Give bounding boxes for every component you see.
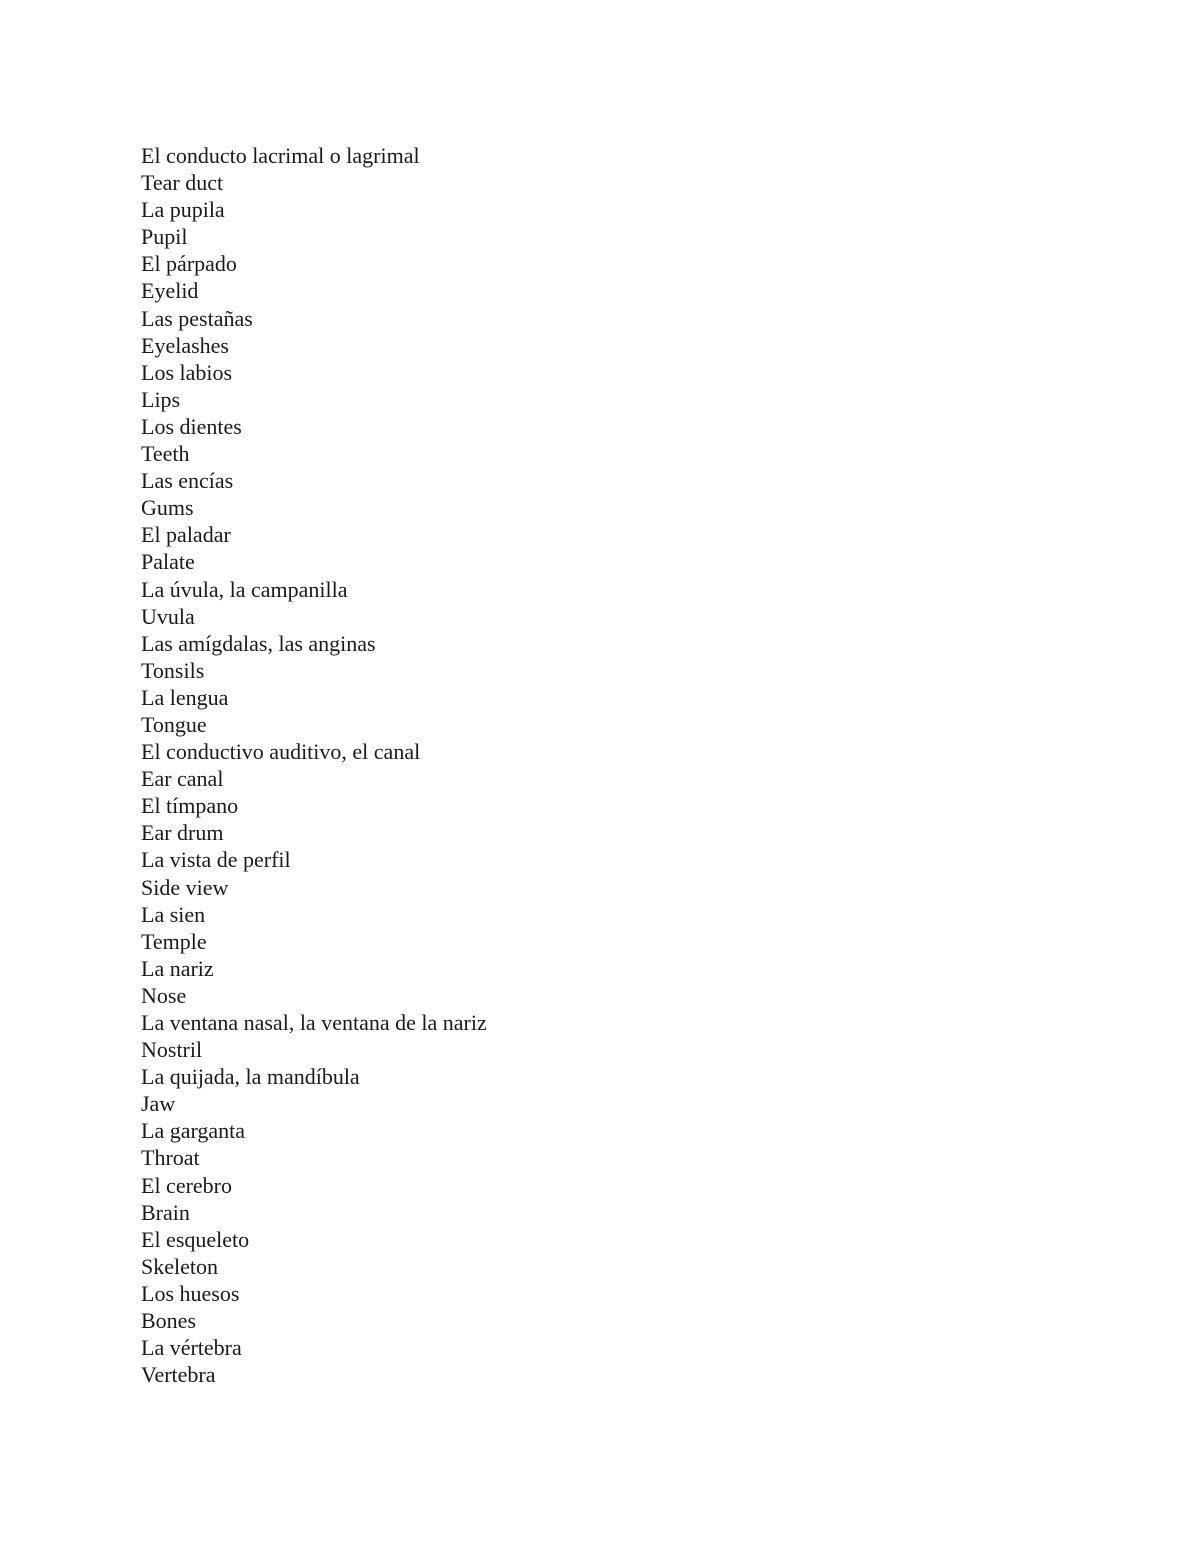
text-line: Ear drum <box>141 820 224 846</box>
text-line: El cerebro <box>141 1172 232 1198</box>
text-line: Uvula <box>141 603 195 629</box>
text-line: El paladar <box>141 522 231 548</box>
text-line: Los labios <box>141 359 233 385</box>
text-line: La ventana nasal, la ventana de la nariz <box>141 1010 487 1035</box>
text-line: La garganta <box>141 1118 246 1144</box>
text-line: La pupila <box>141 197 225 223</box>
text-line: Las amígdalas, las anginas <box>141 630 376 656</box>
vocabulary-list <box>141 142 487 1388</box>
text-line: Eyelid <box>141 278 199 304</box>
text-line: Tonsils <box>141 657 205 683</box>
text-line: Teeth <box>141 441 190 467</box>
text-line: Gums <box>141 495 194 521</box>
text-line: El conducto lacrimal o lagrimal <box>141 143 420 168</box>
text-line: Los dientes <box>141 413 242 439</box>
text-line: Brain <box>141 1199 190 1225</box>
text-line: Temple <box>141 928 207 954</box>
text-line: Pupil <box>141 224 188 250</box>
text-line: El conductivo auditivo, el canal <box>141 739 421 765</box>
text-line: La vértebra <box>141 1335 242 1361</box>
text-line: El esqueleto <box>141 1226 250 1252</box>
text-line: Nostril <box>141 1037 203 1063</box>
text-line: El tímpano <box>141 793 239 819</box>
text-line: Los huesos <box>141 1280 240 1306</box>
text-line: Tear duct <box>141 170 224 196</box>
text-line: Eyelashes <box>141 332 229 358</box>
text-line: La sien <box>141 901 206 927</box>
text-line: Palate <box>141 549 195 575</box>
text-line: Jaw <box>141 1091 176 1117</box>
text-line: Throat <box>141 1145 200 1171</box>
text-line: Skeleton <box>141 1253 218 1279</box>
text-line: La úvula, la campanilla <box>141 576 348 602</box>
text-line: Ear canal <box>141 766 224 792</box>
text-line: Bones <box>141 1308 196 1334</box>
text-line: La vista de perfil <box>141 847 291 873</box>
text-line: Nose <box>141 982 187 1008</box>
text-line: El párpado <box>141 251 237 277</box>
text-line: La quijada, la mandíbula <box>141 1064 360 1090</box>
text-line: La lengua <box>141 684 229 710</box>
text-line: Tongue <box>141 711 207 737</box>
text-line: Side view <box>141 874 229 900</box>
text-line: Lips <box>141 386 181 412</box>
text-line: La nariz <box>141 955 214 981</box>
text-line: Vertebra <box>141 1362 216 1388</box>
text-line: Las encías <box>141 468 234 494</box>
text-line: Las pestañas <box>141 305 253 331</box>
